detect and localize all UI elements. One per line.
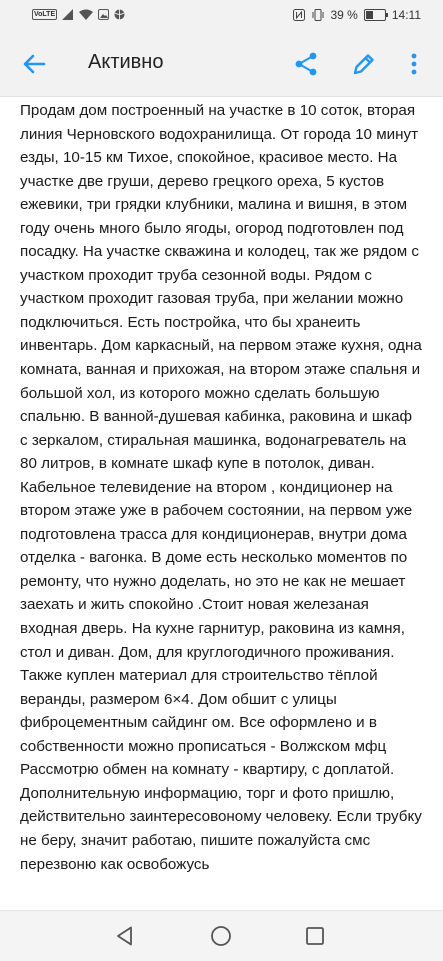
note-content[interactable] <box>0 97 443 910</box>
arrow-back-icon <box>20 50 48 78</box>
share-icon <box>292 50 320 78</box>
nav-back-icon <box>114 924 138 948</box>
app-bar <box>0 32 443 97</box>
navigation-bar <box>0 910 443 961</box>
nfc-icon <box>293 9 305 21</box>
nav-home-button[interactable] <box>209 924 233 948</box>
ball-icon <box>114 9 125 20</box>
status-bar <box>0 0 443 32</box>
vibrate-icon <box>311 9 325 21</box>
image-icon <box>98 9 109 20</box>
edit-button[interactable] <box>350 50 378 78</box>
nav-recents-button[interactable] <box>303 924 327 948</box>
share-button[interactable] <box>292 50 320 78</box>
nav-recents-icon <box>303 924 327 948</box>
status-right-icons <box>293 8 422 22</box>
more-options-button[interactable] <box>404 50 424 78</box>
back-button[interactable] <box>20 50 48 78</box>
nav-home-icon <box>209 924 233 948</box>
edit-pencil-icon <box>350 50 378 78</box>
wifi-icon <box>79 9 93 20</box>
page-title: Активно <box>88 51 164 73</box>
clock: 14:11 <box>391 8 421 22</box>
battery-percent: 39 % <box>330 8 358 22</box>
nav-back-button[interactable] <box>114 924 138 948</box>
status-left-icons <box>32 9 125 20</box>
volte-badge: VoLTE <box>34 11 56 18</box>
battery-icon <box>364 9 386 21</box>
signal-icon <box>62 9 74 20</box>
battery-level <box>366 11 373 19</box>
more-vert-icon <box>404 50 424 78</box>
note-body-text[interactable]: Продам дом построенный на участке в 10 соток, вторая линия Черновского водохранилища. От города 10 минут езды, 10-15 км Тихое, спокойное, красивое место. На участке две груши, дерево грецкого ореха, 5 кустов ежевики, три грядки клубники, малина и вишня, в этом году очень много было ягоды, огород подготовлен под посадку. На участке скважина и колодец, так же рядом с участком проходит труба сезонной воды. Рядом с участком проходит газовая труба, при желании можно подключиться. Есть постройка, что бы хранеить инвентарь. Дом каркасный, на первом этаже кухня, одна комната, ванная и прихожая, на втором этаже спальня и большой хол, из которого можно сделать большую спальню. В ванной-душевая кабинка, раковина и шкаф с зеркалом, стиральная машинка, водонагреватель на 80 литров, в комнате шкаф купе в потолок, диван. Кабельное телевидение на втором , кондиционер на втором этаже уже в рабочем состоянии, на первом уже подготовлена трасса для кондиционерав, внутри дома отделка - вагонка. В доме есть несколько моментов по ремонту, что нужно доделать, но это не как не мешает заехать и жить спокойно .Стоит новая железаная входная дверь. На кухне гарнитур, раковина из камня, стол и диван. Дом, для круглогодичного проживания. Также куплен материал для строительство тёплой веранды, размером 6×4. Дом обшит с улицы фиброцементным сайдинг ом. Все оформлено и в собственности можно прописаться - Волжском мфц Рассмотрю обмен на комнату - квартиру, с доплатой. Дополнительную информацию, торг и фото пришлю, действительно заинтересовоному человеку. Если трубку не беру, значит работаю, пишите пожалуйста смс перезвоню как освобожусь <box>20 102 422 873</box>
